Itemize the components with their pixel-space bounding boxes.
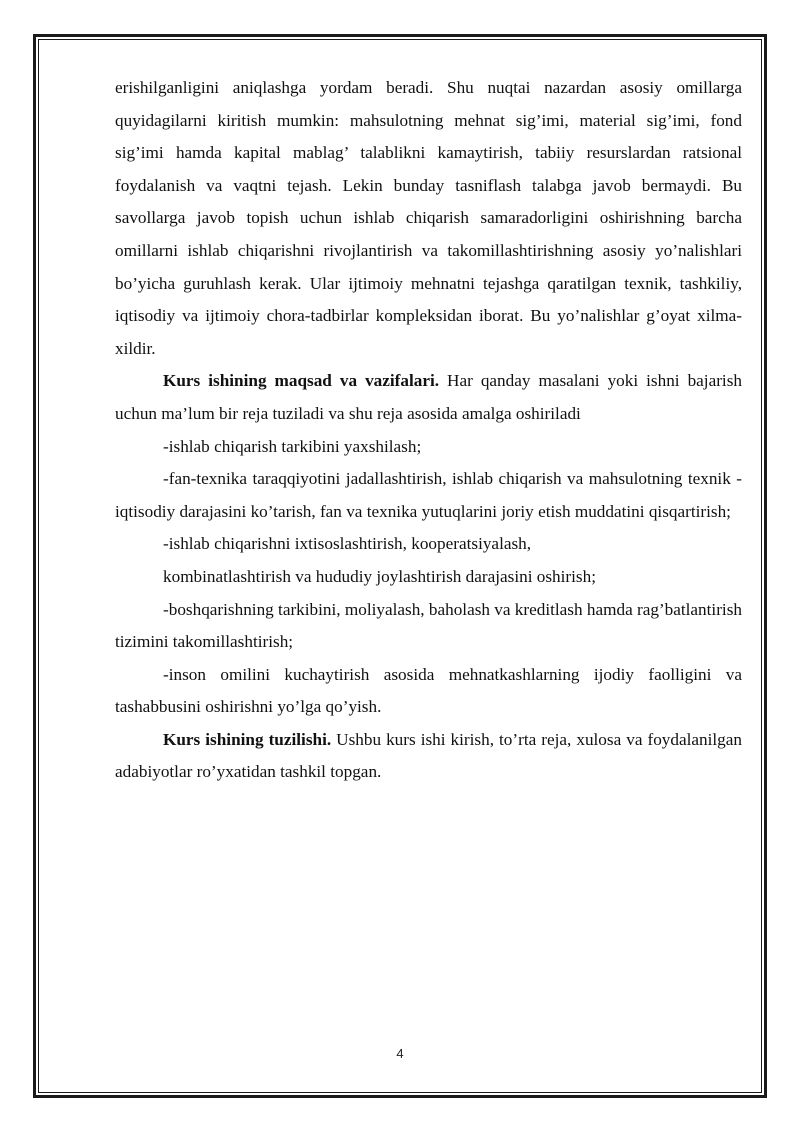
structure-heading: Kurs ishining tuzilishi. <box>163 729 332 749</box>
goals-text: Har qanday masalani yoki ishni bajarish uchun ma’lum bir reja tuziladi va shu reja asosida amalga oshiriladi <box>115 371 742 423</box>
page-number: 4 <box>396 1046 404 1061</box>
list-item: -boshqarishning tarkibini, moliyalash, baholash va kreditlash hamda rag’batlantirish tizimini takomillashtirish; <box>115 599 742 652</box>
goals-heading: Kurs ishining maqsad va vazifalari. <box>163 371 440 391</box>
structure-text: Ushbu kurs ishi kirish, to’rta reja, xulosa va foydalanilgan adabiyotlar ro’yxatidan tashkil topgan. <box>115 729 742 782</box>
document-body <box>115 72 742 789</box>
list-item: kombinatlashtirish va hududiy joylashtirish darajasini oshirish; <box>163 566 596 586</box>
paragraph-structure <box>115 724 742 789</box>
paragraph-goals <box>115 365 742 430</box>
list-item: -inson omilini kuchaytirish asosida mehnatkashlarning ijodiy faolligini va tashabbusini oshirishni yo’lga qo’yish. <box>115 664 742 717</box>
list-item: -ishlab chiqarishni ixtisoslashtirish, kooperatsiyalash, <box>163 534 532 554</box>
paragraph-intro: erishilganligini aniqlashga yordam beradi. Shu nuqtai nazardan asosiy omillarga quyidagilarni kiritish mumkin: mahsulotning mehnat sig’imi, material sig’imi, fond sig’imi hamda kapital mablag’ talablikni kamaytirish, tabiiy resurslardan ratsional foydalanish va vaqtni tejash. Lekin bunday tasniflash talabga javob bermaydi. Bu savollarga javob topish uchun ishlab chiqarish samaradorligini oshirishning barcha omillarni ishlab chiqarishni rivojlantirish va takomillashtirishning asosiy yo’nalishlari bo’yicha guruhlash kerak. Ular ijtimoiy mehnatni tejashga qaratilgan texnik, tashkiliy, iqtisodiy va ijtimoiy chora-tadbirlar kompleksidan iborat. Bu yo’nalishlar g’oyat xilma-xildir. <box>115 78 742 358</box>
list-item: -fan-texnika taraqqiyotini jadallashtirish, ishlab chiqarish va mahsulotning texnik - iqtisodiy darajasini ko’tarish, fan va texnika yutuqlarini joriy etish muddatini qisqartirish; <box>115 469 742 521</box>
list-item: -ishlab chiqarish tarkibini yaxshilash; <box>163 436 422 456</box>
